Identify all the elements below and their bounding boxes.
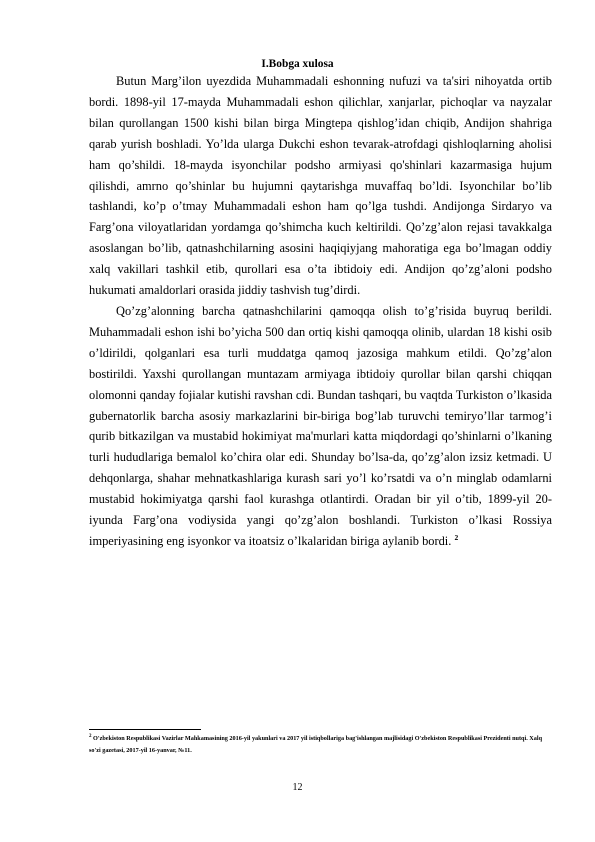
footnote xyxy=(89,733,552,756)
paragraph-2-text: Qo’zg’alonning barcha qatnashchilarini qamoqqa olish to’g’risida buyruq berildi. Muhammadali eshon ishi bo’yicha 500 dan ortiq kishi qamoqqa olinib, ulardan 18 kishi osib o’ldirildi, qolganlari esa turli muddatga qamoq jazosiga mahkum etildi. Qo’zg’alon bostirildi. Yaxshi qurollangan muntazam armiyaga ibtidoiy qurollar bilan qarshi chiqqan olomonni qanday fojialar kutishi ravshan cdi. Bundan tashqari, bu vaqtda Turkiston o’lkasida gubernatorlik barcha asosiy markazlarini bir-biriga bog’lab turuvchi temiryo’llar tarmog’i qurib bitkazilgan va mustabid hokimiyat ma'murlari katta miqdordagi qo’shinlarni o’lkaning turli hududlariga bemalol ko’chira olar edi. Shunday bo’lsa-da, qo’zg’alon izsiz ketmadi. U dehqonlarga, shahar mehnatkashlariga kurash sari yo’l ko’rsatdi va o’n minglab odamlarni mustabid hokimiyatga qarshi faol kurashga otlantirdi. Oradan bir yil o’tib, 1899-yil 20-iyunda Farg’ona vodiysida yangi qo’zg’alon boshlandi. Turkiston o’lkasi Rossiya imperiyasining eng isyonkor va itoatsiz o’lkalaridan biriga aylanib bordi. xyxy=(89,303,552,548)
footnote-separator xyxy=(89,729,201,730)
chapter-conclusion-heading: I.Bobga xulosa xyxy=(261,58,334,70)
paragraph-1 xyxy=(89,71,552,301)
page-number: 12 xyxy=(292,782,303,793)
paragraph-1-text: Butun Marg’ilon uyezdida Muhammadali eshonning nufuzi va ta'siri nihoyatda ortib bordi. 1898-yil 17-mayda Muhammadali eshon qilichlar, xanjarlar, pichoqlar va nayzalar bilan qurollangan 1500 kishi bilan birga Mingtepa qishlog’idan chiqib, Andijon shahriga qarab yurish boshladi. Yo’lda ularga Dukchi eshon tevarak-atrofdagi qishloqlarning aholisi ham qo’shildi. 18-mayda isyonchilar podsho armiyasi qo'shinlari kazarmasiga hujum qilishdi, amrno qo’shinlar bu hujumni qaytarishga muvaffaq bo’ldi. Isyonchilar bo’lib tashlandi, ko’p o’tmay Muhammadali eshon ham qo’lga tushdi. Andijonga Sirdaryo va Farg’ona viloyatlaridan yordamga qo’shimcha kuch keltirildi. Qo’zg’alon rejasi tavakkalga asoslangan bo’lib, qatnashchilarning asosini haqiqiyjang mahoratiga ega bo’lmagan oddiy xalq vakillari tashkil etib, qurollari esa o’ta ibtidoiy edi. Andijon qo’zg’aloni podsho hukumati amaldorlari orasida jiddiy tashvish tug’dirdi. xyxy=(89,74,552,298)
body-text xyxy=(89,71,552,552)
footnote-reference[interactable]: 2 xyxy=(454,532,459,542)
footnote-text: O'zbekiston Respublikasi Vazirlar Mahkamasining 2016-yil yakunlari va 2017 yil istiqbollariga bag'ishlangan majlisidagi O'zbekiston Respublikasi Prezidenti nutqi. Xalq so'zi gazetasi, 2017-yil 16-yanvar, №11. xyxy=(89,735,543,754)
paragraph-2 xyxy=(89,301,552,552)
footnote-number: 2 xyxy=(89,733,92,739)
